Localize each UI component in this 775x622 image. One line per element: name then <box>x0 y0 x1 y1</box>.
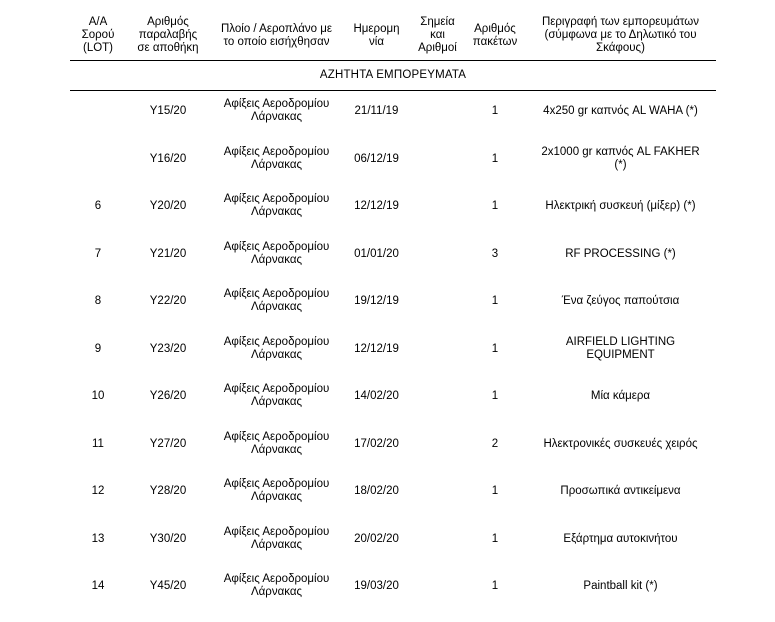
cell-lot: 12 <box>91 485 105 497</box>
cell-receipt-number: Y45/20 <box>149 580 187 592</box>
cell-vessel: Αφίξεις Αεροδρομίου Λάρνακας <box>223 525 330 551</box>
cell-lot: 8 <box>94 295 102 307</box>
cell-vessel: Αφίξεις Αεροδρομίου Λάρνακας <box>223 240 330 266</box>
cell-vessel: Αφίξεις Αεροδρομίου Λάρνακας <box>223 335 330 361</box>
cell-vessel: Αφίξεις Αεροδρομίου Λάρνακας <box>223 288 330 313</box>
header-receipt-number: Αριθμός παραλαβής σε αποθήκη <box>137 16 199 54</box>
table-row <box>70 425 716 473</box>
cell-description: Paintball kit (*) <box>583 580 658 592</box>
cell-receipt-number: Y26/20 <box>149 390 187 402</box>
cell-description: Μία κάμερα <box>590 390 651 402</box>
section-title: ΑΖΗΤΗΤΑ ΕΜΠΟΡΕΥΜΑΤΑ <box>70 61 716 91</box>
table-row <box>70 235 716 283</box>
cell-receipt-number: Y20/20 <box>149 200 187 212</box>
cell-receipt-number: Y16/20 <box>149 152 187 165</box>
cell-date: 12/12/19 <box>354 200 399 212</box>
cell-lot: 6 <box>94 200 102 212</box>
cell-package-count: 2 <box>491 437 499 450</box>
cell-package-count: 1 <box>491 200 499 212</box>
header-lot: Α/Α Σορού (LOT) <box>81 16 115 54</box>
table-row <box>70 377 716 425</box>
cell-date: 14/02/20 <box>354 390 399 402</box>
cell-package-count: 1 <box>491 295 499 307</box>
cell-receipt-number: Y15/20 <box>149 105 187 117</box>
table-header <box>70 0 716 61</box>
cell-receipt-number: Y30/20 <box>149 532 187 545</box>
cell-vessel: Αφίξεις Αεροδρομίου Λάρνακας <box>223 145 330 171</box>
cell-vessel: Αφίξεις Αεροδρομίου Λάρνακας <box>223 383 330 408</box>
cell-description: Ένα ζεύγος παπούτσια <box>561 295 680 307</box>
header-description: Περιγραφή των εμπορευμάτων (σύμφωνα με το Δηλωτικό του Σκάφους) <box>541 16 700 54</box>
cell-package-count: 1 <box>491 152 499 165</box>
cell-date: 18/02/20 <box>354 485 399 497</box>
header-marks-numbers: Σημεία και Αριθμοί <box>418 16 457 54</box>
table-row <box>70 282 716 330</box>
cell-lot: 13 <box>91 532 105 545</box>
cell-date: 19/12/19 <box>354 295 399 307</box>
table-row <box>70 92 716 140</box>
cell-vessel: Αφίξεις Αεροδρομίου Λάρνακας <box>223 573 330 598</box>
cell-receipt-number: Y22/20 <box>149 295 187 307</box>
cell-package-count: 3 <box>491 247 499 260</box>
cell-receipt-number: Y21/20 <box>149 247 187 260</box>
table-row <box>70 140 716 188</box>
cell-date: 21/11/19 <box>354 105 399 117</box>
header-date: Ημερομη νία <box>353 23 400 48</box>
cell-receipt-number: Y27/20 <box>149 437 187 450</box>
cell-description: Προσωπικά αντικείμενα <box>560 485 681 497</box>
cell-package-count: 1 <box>491 580 499 592</box>
cell-description: Εξάρτημα αυτοκινήτου <box>563 532 678 545</box>
cell-vessel: Αφίξεις Αεροδρομίου Λάρνακας <box>223 430 330 456</box>
cell-description: 4x250 gr καπνός AL WAHA (*) <box>543 105 698 117</box>
cell-vessel: Αφίξεις Αεροδρομίου Λάρνακας <box>223 193 330 218</box>
cell-lot: 9 <box>94 342 102 355</box>
table-row <box>70 567 716 615</box>
header-package-count: Αριθμός πακέτων <box>472 23 518 48</box>
cell-date: 01/01/20 <box>354 247 399 260</box>
cell-description: AIRFIELD LIGHTING EQUIPMENT <box>565 335 676 361</box>
cell-package-count: 1 <box>491 390 499 402</box>
cell-package-count: 1 <box>491 485 499 497</box>
cell-date: 12/12/19 <box>354 342 399 355</box>
cell-lot: 14 <box>91 580 105 592</box>
table-row <box>70 472 716 520</box>
header-vessel: Πλοίο / Αεροπλάνο με το οποίο εισήχθησαν <box>220 23 332 48</box>
cell-lot: 10 <box>91 390 105 402</box>
cell-receipt-number: Y23/20 <box>149 342 187 355</box>
cell-date: 17/02/20 <box>354 437 399 450</box>
table-row <box>70 330 716 378</box>
cell-date: 20/02/20 <box>354 532 399 545</box>
cell-description: RF PROCESSING (*) <box>565 247 676 260</box>
cell-receipt-number: Y28/20 <box>149 485 187 497</box>
cell-date: 19/03/20 <box>354 580 399 592</box>
goods-table <box>70 0 716 615</box>
cell-description: Ηλεκτρική συσκευή (μίξερ) (*) <box>545 200 696 212</box>
table-row <box>70 520 716 568</box>
cell-vessel: Αφίξεις Αεροδρομίου Λάρνακας <box>223 98 330 123</box>
cell-lot: 7 <box>94 247 102 260</box>
table-body <box>70 91 716 615</box>
cell-package-count: 1 <box>491 105 499 117</box>
cell-description: 2x1000 gr καπνός AL FAKHER (*) <box>541 145 700 171</box>
table-row <box>70 187 716 235</box>
cell-vessel: Αφίξεις Αεροδρομίου Λάρνακας <box>223 478 330 503</box>
cell-lot: 11 <box>92 437 104 450</box>
cell-date: 06/12/19 <box>354 152 399 165</box>
cell-package-count: 1 <box>491 342 499 355</box>
cell-description: Ηλεκτρονικές συσκευές χειρός <box>543 437 698 450</box>
cell-package-count: 1 <box>491 532 499 545</box>
